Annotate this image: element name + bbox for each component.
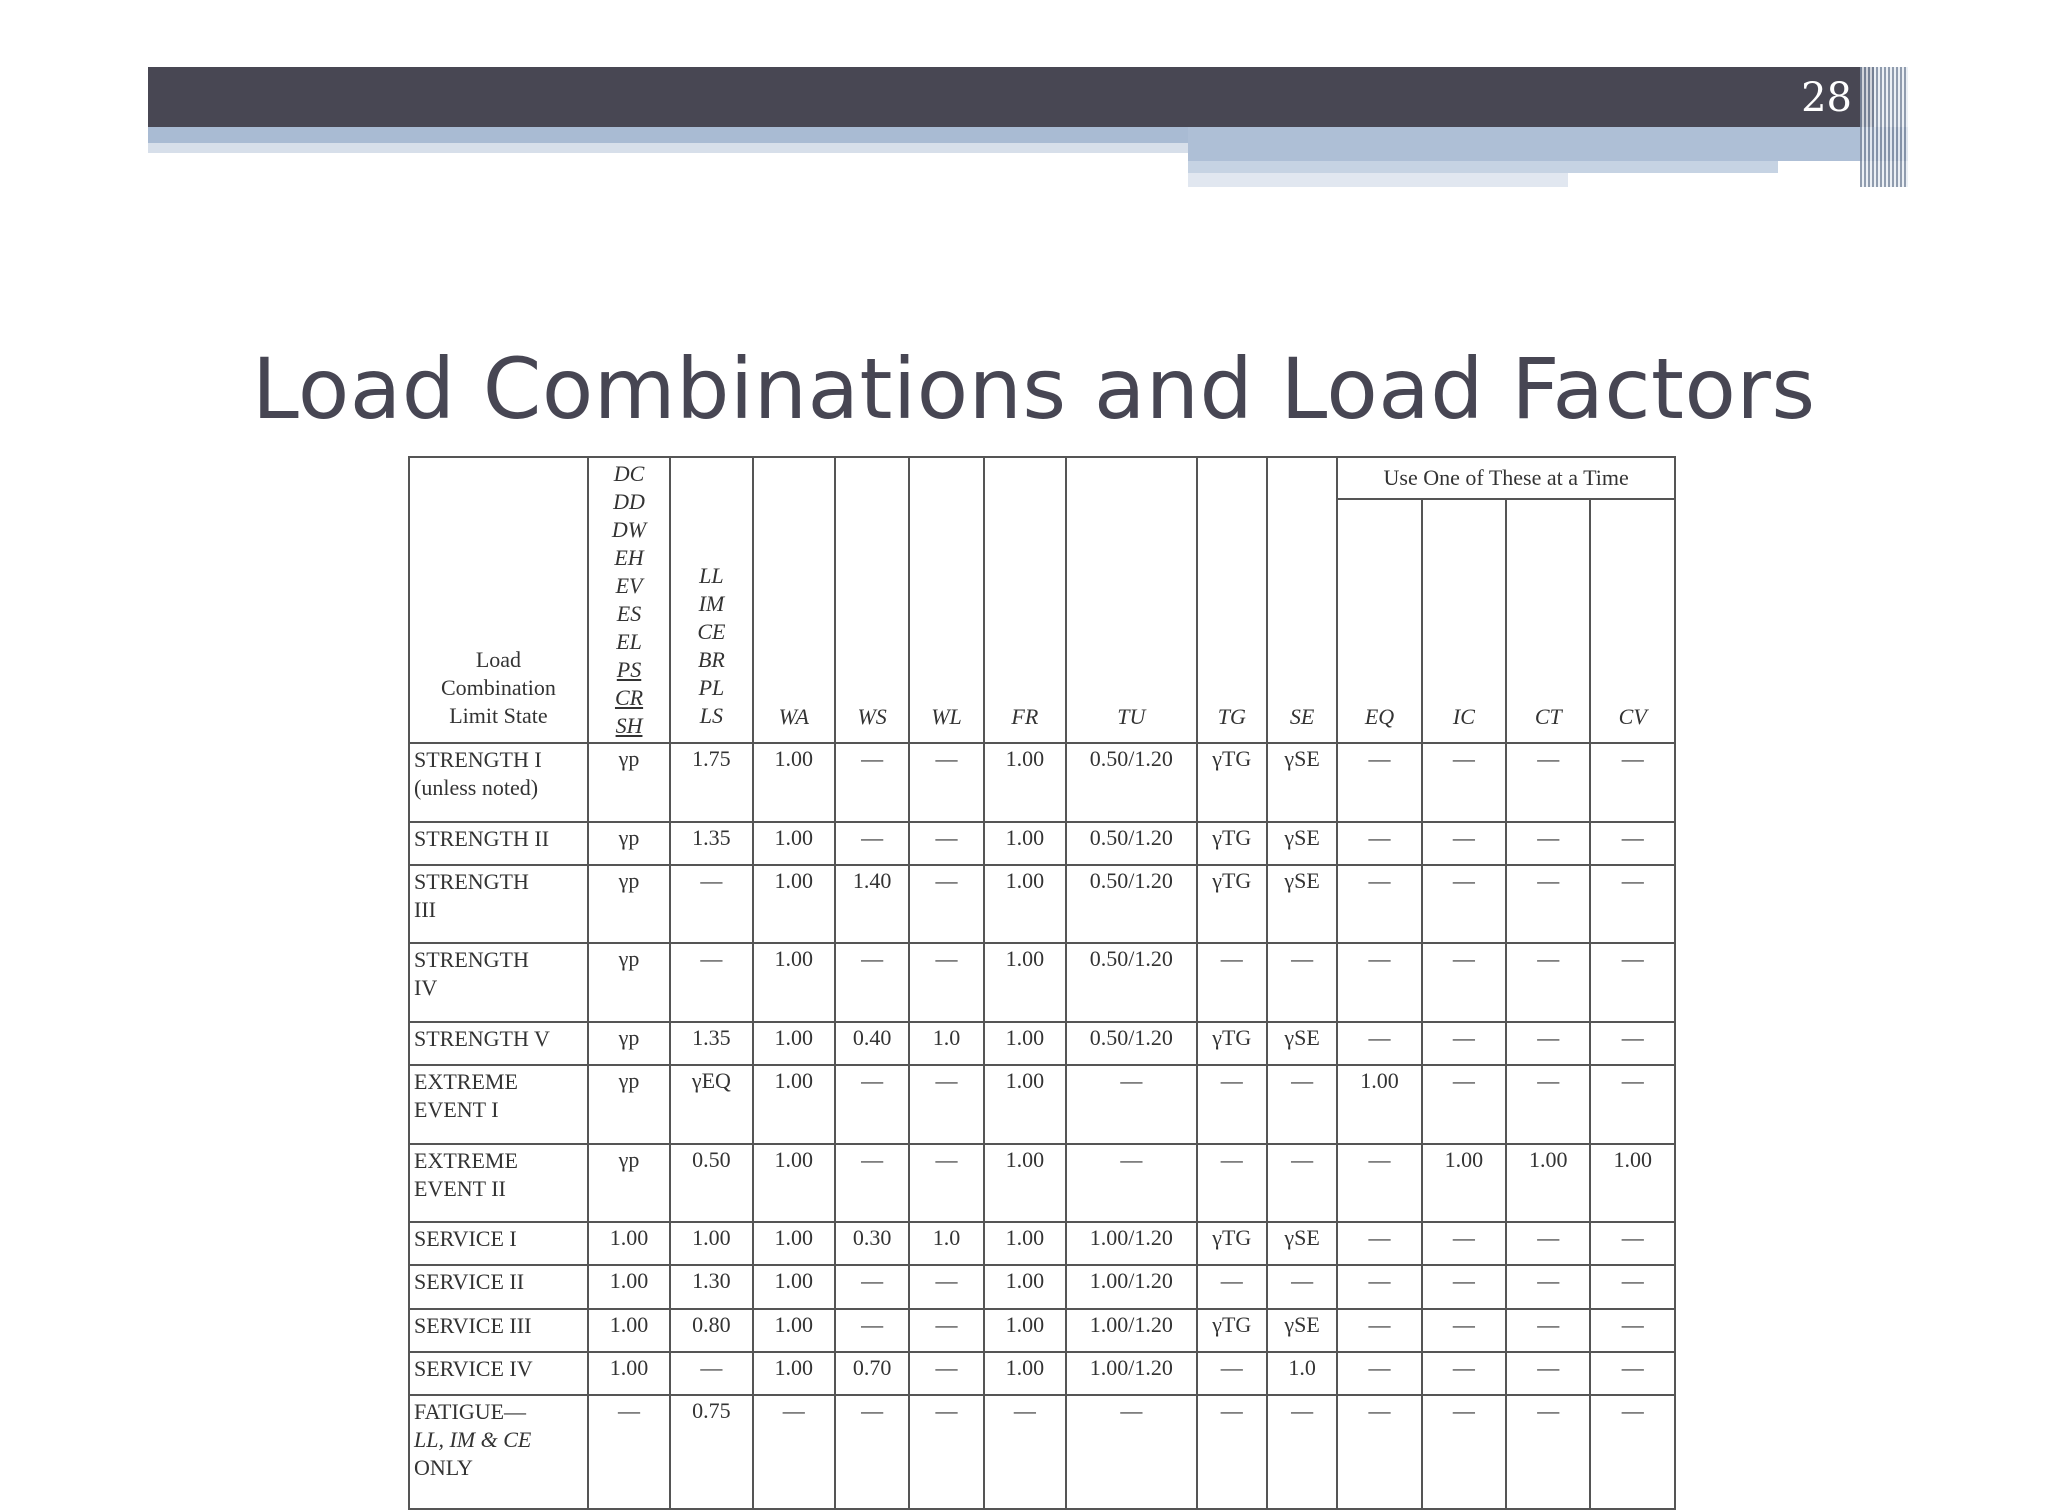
- factor-cell: 1.00: [588, 1309, 670, 1352]
- factor-cell: —: [670, 943, 752, 1022]
- header-load-combination: [409, 457, 588, 743]
- factor-cell: —: [1337, 743, 1421, 822]
- factor-cell: 1.00: [588, 1222, 670, 1265]
- factor-cell: —: [1267, 943, 1337, 1022]
- limit-state-text: LL, IM & CE: [414, 1426, 532, 1452]
- factor-cell: —: [670, 1352, 752, 1395]
- factor-cell: γTG: [1197, 1222, 1267, 1265]
- factor-cell: —: [835, 1395, 909, 1509]
- table-row: [409, 1022, 1675, 1065]
- factor-cell: 1.00: [984, 1265, 1066, 1308]
- factor-cell: —: [1506, 1309, 1590, 1352]
- factor-cell: —: [984, 1395, 1066, 1509]
- limit-state-cell: [409, 1144, 588, 1223]
- factor-cell: —: [1590, 943, 1675, 1022]
- factor-cell: —: [1506, 743, 1590, 822]
- header-cv: CV: [1590, 499, 1675, 743]
- factor-cell: —: [1506, 1022, 1590, 1065]
- table-row: [409, 1065, 1675, 1144]
- factor-cell: —: [753, 1395, 835, 1509]
- factor-cell: —: [1506, 1065, 1590, 1144]
- factor-cell: 1.00: [984, 743, 1066, 822]
- factor-cell: γp: [588, 822, 670, 865]
- factor-cell: γSE: [1267, 1309, 1337, 1352]
- limit-state-text: SERVICE II: [414, 1269, 525, 1295]
- factor-cell: 1.00: [984, 1144, 1066, 1223]
- decor-hatch: [1860, 67, 1908, 187]
- factor-cell: 1.00: [984, 1065, 1066, 1144]
- factor-cell: —: [909, 1265, 983, 1308]
- limit-state-cell: [409, 822, 588, 865]
- header-text: CR: [614, 685, 644, 710]
- header-text: Limit State: [449, 703, 548, 728]
- factor-cell: —: [1337, 822, 1421, 865]
- factor-cell: 1.0: [1267, 1352, 1337, 1395]
- factor-cell: —: [1267, 1265, 1337, 1308]
- factor-cell: —: [1197, 1352, 1267, 1395]
- factor-cell: γp: [588, 743, 670, 822]
- header-text: LL: [699, 563, 724, 588]
- factor-cell: —: [835, 1309, 909, 1352]
- factor-cell: —: [909, 1144, 983, 1223]
- factor-cell: γTG: [1197, 1309, 1267, 1352]
- decor-band: [148, 143, 1188, 153]
- factor-cell: γSE: [1267, 743, 1337, 822]
- factor-cell: —: [1590, 1022, 1675, 1065]
- factor-cell: —: [588, 1395, 670, 1509]
- factor-cell: γSE: [1267, 1022, 1337, 1065]
- factor-cell: —: [1506, 1222, 1590, 1265]
- header-text: CE: [697, 619, 726, 644]
- factor-cell: —: [909, 1352, 983, 1395]
- table-row: [409, 943, 1675, 1022]
- header-fr: FR: [984, 457, 1066, 743]
- limit-state-text: (unless noted): [414, 775, 539, 800]
- factor-cell: —: [1197, 1144, 1267, 1223]
- factor-cell: 1.00: [753, 1144, 835, 1223]
- factor-cell: —: [1422, 1065, 1506, 1144]
- limit-state-cell: [409, 1022, 588, 1065]
- limit-state-cell: [409, 1395, 588, 1509]
- factor-cell: 1.00/1.20: [1066, 1309, 1197, 1352]
- factor-cell: 0.80: [670, 1309, 752, 1352]
- page-number: 28: [1801, 75, 1852, 121]
- factor-cell: 1.0: [909, 1222, 983, 1265]
- header-ws: WS: [835, 457, 909, 743]
- table-row: [409, 1395, 1675, 1509]
- factor-cell: —: [1590, 1222, 1675, 1265]
- limit-state-text: STRENGTH I: [414, 747, 542, 772]
- factor-cell: 0.40: [835, 1022, 909, 1065]
- header-se: SE: [1267, 457, 1337, 743]
- limit-state-text: STRENGTH: [414, 947, 529, 973]
- factor-cell: —: [1422, 943, 1506, 1022]
- factor-cell: —: [1197, 1265, 1267, 1308]
- header-tg: TG: [1197, 457, 1267, 743]
- header-ct: CT: [1506, 499, 1590, 743]
- header-text: LS: [699, 703, 724, 728]
- factor-cell: —: [909, 865, 983, 944]
- factor-cell: 1.00: [753, 1222, 835, 1265]
- factor-cell: 1.00: [753, 1022, 835, 1065]
- factor-cell: —: [670, 865, 752, 944]
- table-row: [409, 1144, 1675, 1223]
- factor-cell: 1.00: [984, 822, 1066, 865]
- factor-cell: γSE: [1267, 1222, 1337, 1265]
- factor-cell: γSE: [1267, 822, 1337, 865]
- limit-state-cell: [409, 1352, 588, 1395]
- factor-cell: 0.30: [835, 1222, 909, 1265]
- factor-cell: —: [835, 1144, 909, 1223]
- factor-cell: 1.00: [753, 943, 835, 1022]
- factor-cell: 1.00: [753, 743, 835, 822]
- factor-cell: —: [1066, 1065, 1197, 1144]
- factor-cell: —: [909, 1065, 983, 1144]
- limit-state-text: ONLY: [414, 1454, 473, 1480]
- limit-state-text: SERVICE I: [414, 1226, 517, 1252]
- factor-cell: 1.00/1.20: [1066, 1265, 1197, 1308]
- limit-state-cell: [409, 1265, 588, 1308]
- factor-cell: —: [1337, 1022, 1421, 1065]
- factor-cell: —: [1506, 822, 1590, 865]
- factor-cell: —: [1590, 1065, 1675, 1144]
- factor-cell: 1.0: [909, 1022, 983, 1065]
- factor-cell: 1.00: [588, 1265, 670, 1308]
- factor-cell: 1.00: [1506, 1144, 1590, 1223]
- header-text: PL: [698, 675, 725, 700]
- factor-cell: —: [835, 943, 909, 1022]
- limit-state-text: EXTREME: [414, 1069, 518, 1095]
- factor-cell: 1.75: [670, 743, 752, 822]
- factor-cell: —: [909, 943, 983, 1022]
- factor-cell: 1.35: [670, 1022, 752, 1065]
- factor-cell: —: [1422, 1265, 1506, 1308]
- factor-cell: 1.00: [1590, 1144, 1675, 1223]
- header-wa: WA: [753, 457, 835, 743]
- factor-cell: —: [1337, 1222, 1421, 1265]
- factor-cell: γEQ: [670, 1065, 752, 1144]
- factor-cell: —: [1337, 1309, 1421, 1352]
- load-factor-table: [408, 456, 1676, 1510]
- decor-band: [1188, 161, 1778, 173]
- factor-cell: —: [1337, 1265, 1421, 1308]
- factor-cell: —: [1066, 1144, 1197, 1223]
- table-row: [409, 1265, 1675, 1308]
- factor-cell: —: [1337, 1144, 1421, 1223]
- header-live-loads: [670, 457, 752, 743]
- factor-cell: —: [1506, 943, 1590, 1022]
- factor-cell: —: [1422, 1352, 1506, 1395]
- limit-state-cell: [409, 865, 588, 944]
- factor-cell: —: [1506, 865, 1590, 944]
- header-ic: IC: [1422, 499, 1506, 743]
- table-row: [409, 1309, 1675, 1352]
- factor-cell: —: [1590, 1265, 1675, 1308]
- factor-cell: 0.50: [670, 1144, 752, 1223]
- factor-cell: —: [1197, 1395, 1267, 1509]
- limit-state-text: SERVICE IV: [414, 1355, 533, 1381]
- factor-cell: γp: [588, 1065, 670, 1144]
- header-permanent-loads: [588, 457, 670, 743]
- factor-cell: 0.50/1.20: [1066, 1022, 1197, 1065]
- factor-cell: 0.50/1.20: [1066, 943, 1197, 1022]
- factor-cell: γTG: [1197, 1022, 1267, 1065]
- factor-cell: 1.00/1.20: [1066, 1222, 1197, 1265]
- header-text: SH: [615, 713, 643, 738]
- factor-cell: 1.00: [753, 1309, 835, 1352]
- factor-cell: 1.00: [984, 865, 1066, 944]
- header-text: Load: [475, 647, 522, 672]
- table-row: [409, 822, 1675, 865]
- header-text: DW: [611, 517, 647, 542]
- factor-cell: γTG: [1197, 743, 1267, 822]
- factor-cell: —: [1422, 1395, 1506, 1509]
- factor-cell: 1.00: [588, 1352, 670, 1395]
- decor-band: [1188, 173, 1568, 187]
- factor-cell: 1.00: [753, 1065, 835, 1144]
- header-text: ES: [616, 601, 642, 626]
- factor-cell: 1.00: [984, 1222, 1066, 1265]
- factor-cell: γp: [588, 865, 670, 944]
- decor-band: [1188, 127, 1908, 161]
- header-text: DC: [613, 461, 645, 486]
- factor-cell: 0.50/1.20: [1066, 865, 1197, 944]
- factor-cell: —: [1590, 822, 1675, 865]
- table-body: [409, 743, 1675, 1509]
- factor-cell: —: [1590, 865, 1675, 944]
- limit-state-text: EVENT II: [414, 1175, 506, 1201]
- header-eq: EQ: [1337, 499, 1421, 743]
- limit-state-text: IV: [414, 975, 438, 1001]
- factor-cell: 0.70: [835, 1352, 909, 1395]
- header-text: EL: [616, 629, 642, 654]
- factor-cell: —: [1422, 1309, 1506, 1352]
- factor-cell: 1.00: [670, 1222, 752, 1265]
- factor-cell: —: [835, 1265, 909, 1308]
- decor-band: [148, 127, 1188, 143]
- factor-cell: 1.00: [1422, 1144, 1506, 1223]
- table-row: [409, 743, 1675, 822]
- factor-cell: 1.30: [670, 1265, 752, 1308]
- factor-cell: —: [835, 822, 909, 865]
- factor-cell: —: [1267, 1395, 1337, 1509]
- factor-cell: γSE: [1267, 865, 1337, 944]
- factor-cell: —: [1506, 1352, 1590, 1395]
- limit-state-text: EVENT I: [414, 1097, 499, 1123]
- factor-cell: —: [1590, 743, 1675, 822]
- limit-state-cell: [409, 943, 588, 1022]
- limit-state-text: STRENGTH II: [414, 825, 550, 851]
- factor-cell: —: [909, 822, 983, 865]
- factor-cell: —: [1422, 1222, 1506, 1265]
- factor-cell: —: [1267, 1144, 1337, 1223]
- factor-cell: 1.00: [753, 1352, 835, 1395]
- table-row: [409, 1222, 1675, 1265]
- factor-cell: 1.00: [984, 1022, 1066, 1065]
- factor-cell: γp: [588, 1144, 670, 1223]
- factor-cell: γp: [588, 1022, 670, 1065]
- factor-cell: —: [835, 743, 909, 822]
- factor-cell: —: [1590, 1395, 1675, 1509]
- header-text: Combination: [440, 675, 556, 700]
- factor-cell: 1.40: [835, 865, 909, 944]
- factor-cell: —: [1590, 1309, 1675, 1352]
- header-text: PS: [616, 657, 642, 682]
- factor-cell: —: [835, 1065, 909, 1144]
- header-wl: WL: [909, 457, 983, 743]
- factor-cell: 1.00: [753, 865, 835, 944]
- header-text: BR: [697, 647, 725, 672]
- factor-cell: —: [1197, 1065, 1267, 1144]
- factor-cell: 0.50/1.20: [1066, 743, 1197, 822]
- header-use-one: Use One of These at a Time: [1337, 457, 1675, 499]
- factor-cell: —: [1590, 1352, 1675, 1395]
- header-text: EH: [614, 545, 644, 570]
- factor-cell: 1.00: [753, 822, 835, 865]
- factor-cell: —: [909, 1395, 983, 1509]
- header-text: IM: [698, 591, 725, 616]
- factor-cell: 1.00: [984, 943, 1066, 1022]
- factor-cell: —: [1337, 1395, 1421, 1509]
- header-text: EV: [615, 573, 643, 598]
- factor-cell: 1.00: [984, 1352, 1066, 1395]
- limit-state-text: SERVICE III: [414, 1312, 532, 1338]
- factor-cell: —: [1337, 943, 1421, 1022]
- factor-cell: 0.50/1.20: [1066, 822, 1197, 865]
- table-row: [409, 1352, 1675, 1395]
- factor-cell: 1.00/1.20: [1066, 1352, 1197, 1395]
- factor-cell: —: [1197, 943, 1267, 1022]
- factor-cell: —: [909, 1309, 983, 1352]
- factor-cell: 1.00: [753, 1265, 835, 1308]
- header-text: DD: [613, 489, 645, 514]
- factor-cell: —: [1337, 865, 1421, 944]
- factor-cell: —: [1066, 1395, 1197, 1509]
- factor-cell: γTG: [1197, 822, 1267, 865]
- factor-cell: —: [1267, 1065, 1337, 1144]
- header-bar: [148, 67, 1874, 127]
- factor-cell: —: [1422, 822, 1506, 865]
- factor-cell: 1.35: [670, 822, 752, 865]
- factor-cell: —: [909, 743, 983, 822]
- factor-cell: γTG: [1197, 865, 1267, 944]
- header-tu: TU: [1066, 457, 1197, 743]
- factor-cell: —: [1422, 865, 1506, 944]
- limit-state-text: FATIGUE—: [414, 1398, 527, 1424]
- table-row: [409, 865, 1675, 944]
- limit-state-text: III: [414, 896, 436, 922]
- factor-cell: —: [1506, 1265, 1590, 1308]
- factor-cell: —: [1422, 1022, 1506, 1065]
- limit-state-cell: [409, 743, 588, 822]
- limit-state-text: STRENGTH: [414, 868, 529, 894]
- factor-cell: —: [1422, 743, 1506, 822]
- limit-state-cell: [409, 1065, 588, 1144]
- factor-cell: 1.00: [984, 1309, 1066, 1352]
- factor-cell: —: [1506, 1395, 1590, 1509]
- limit-state-text: EXTREME: [414, 1147, 518, 1173]
- factor-cell: γp: [588, 943, 670, 1022]
- slide-title: Load Combinations and Load Factors: [252, 340, 1816, 438]
- factor-cell: 1.00: [1337, 1065, 1421, 1144]
- limit-state-cell: [409, 1222, 588, 1265]
- limit-state-text: STRENGTH V: [414, 1025, 550, 1051]
- factor-cell: —: [1337, 1352, 1421, 1395]
- limit-state-cell: [409, 1309, 588, 1352]
- factor-cell: 0.75: [670, 1395, 752, 1509]
